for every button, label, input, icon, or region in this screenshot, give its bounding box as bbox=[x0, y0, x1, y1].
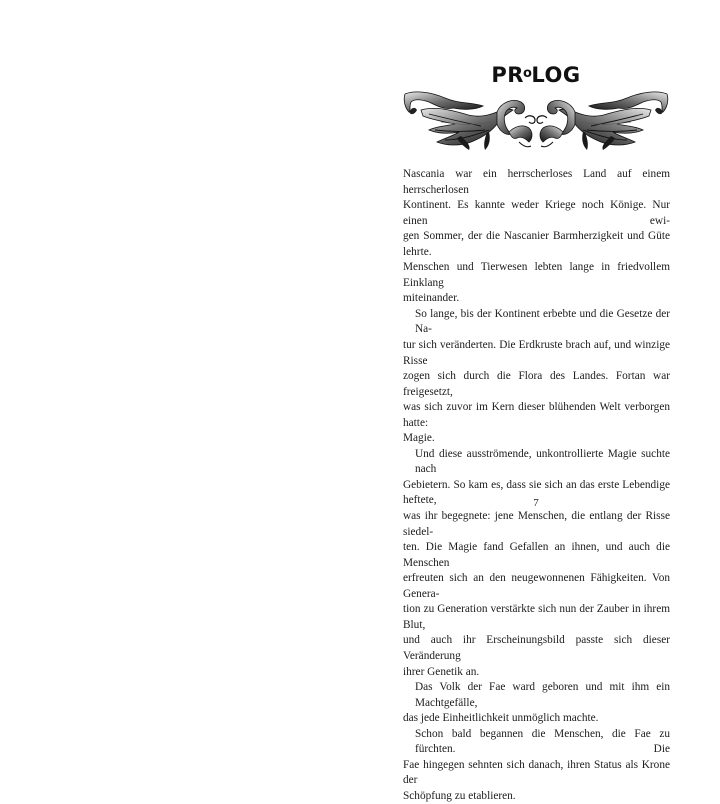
text-line: zogen sich durch die Flora des Landes. Fortan war freigesetzt, bbox=[403, 370, 670, 398]
text-line: Schon bald begannen die Menschen, die Fae zu fürchten. Die bbox=[415, 727, 670, 756]
text-line: Fae hingegen sehnten sich danach, ihren Status als Krone der bbox=[403, 758, 670, 787]
text-line: das jede Einheitlichkeit unmöglich machte. bbox=[403, 712, 599, 725]
text-line: Kontinent. Es kannte weder Kriege noch Könige. Nur einen ewi- bbox=[403, 199, 670, 227]
text-line: Menschen und Tierwesen lebten lange in friedvollem Einklang bbox=[403, 261, 670, 289]
text-line: Nascania war ein herrscherloses Land auf einem herrscherlosen bbox=[403, 168, 670, 196]
paragraph-5 bbox=[403, 727, 670, 804]
paragraph-1 bbox=[403, 167, 670, 307]
text-line: erfreuten sich an den neugewonnenen Fähigkeiten. Von Genera- bbox=[403, 572, 670, 600]
chapter-title-part1: PR bbox=[491, 63, 524, 87]
paragraph-3 bbox=[403, 447, 670, 680]
prologue-body-text bbox=[403, 167, 670, 804]
text-line: miteinander. bbox=[403, 292, 460, 305]
left-page-blank bbox=[0, 0, 360, 553]
chapter-title bbox=[403, 63, 669, 87]
text-line: So lange, bis der Kontinent erbebte und die Gesetze der Na- bbox=[415, 307, 670, 336]
text-line: ten. Die Magie fand Gefallen an ihnen, und auch die Menschen bbox=[403, 541, 670, 569]
paragraph-4 bbox=[403, 680, 670, 727]
text-line: und auch ihr Erscheinungsbild passte sich dieser Veränderung bbox=[403, 634, 670, 662]
chapter-title-small-o: o bbox=[522, 66, 533, 81]
text-line: gen Sommer, der die Nascanier Barmherzigkeit und Güte lehrte. bbox=[403, 230, 670, 258]
text-line: ihrer Genetik an. bbox=[403, 665, 480, 678]
text-line: tur sich veränderten. Die Erdkruste brach auf, und winzige Risse bbox=[403, 339, 670, 367]
paragraph-2 bbox=[403, 307, 670, 447]
text-line: Und diese ausströmende, unkontrollierte Magie suchte nach bbox=[415, 447, 670, 476]
page-number: 7 bbox=[533, 497, 539, 509]
chapter-title-part2: LOG bbox=[531, 63, 581, 87]
text-line: Magie. bbox=[403, 432, 435, 445]
text-line: was ihr begegnete: jene Menschen, die entlang der Risse siedel- bbox=[403, 510, 670, 538]
text-line: Schöpfung zu etablieren. bbox=[403, 789, 516, 802]
text-line: tion zu Generation verstärkte sich nun der Zauber in ihrem Blut, bbox=[403, 603, 670, 631]
text-line: was sich zuvor im Kern dieser blühenden Welt verborgen hatte: bbox=[403, 401, 670, 429]
filigree-ornament-icon bbox=[401, 88, 671, 150]
text-line: Gebietern. So kam es, dass sie sich an das erste Lebendige heftete, bbox=[403, 478, 670, 507]
text-line: Das Volk der Fae ward geboren und mit ihm ein Machtgefälle, bbox=[415, 681, 670, 709]
